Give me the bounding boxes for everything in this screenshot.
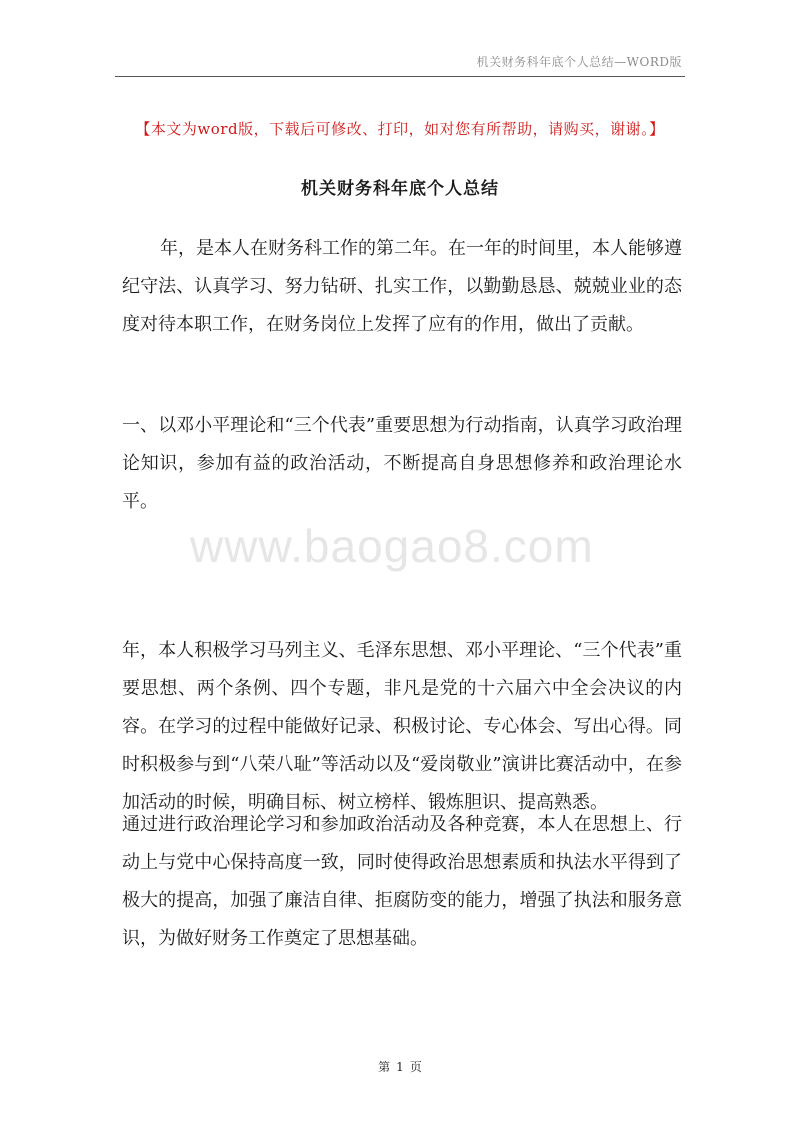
paragraph-results: 通过进行政治理论学习和参加政治活动及各种竞赛，本人在思想上、行动上与党中心保持高度一致，同时使得政治思想素质和执法水平得到了极大的提高，加强了廉洁自律、拒腐防变的能力，增强了执法和服务意识，为做好财务工作奠定了思想基础。: [122, 814, 682, 949]
watermark: www.baogao8.com: [190, 520, 594, 572]
paragraph-study: 年，本人积极学习马列主义、毛泽东思想、邓小平理论、“三个代表”重要思想、两个条例、四个专题，非凡是党的十六届六中全会决议的内容。在学习的过程中能做好记录、积极讨论、专心体会、写出心得。同时积极参与到“八荣八耻”等活动以及“爱岗敬业”演讲比赛活动中，在参加活动的时候，明确目标、树立榜样、锻炼胆识、提高熟悉。: [122, 640, 682, 813]
footer-prefix: 第: [378, 1060, 391, 1074]
header-divider: [115, 76, 685, 77]
document-title: 机关财务科年底个人总结: [301, 179, 499, 199]
page-number: 1: [396, 1060, 404, 1074]
page-footer: [0, 1058, 800, 1075]
paragraph-section-heading: 一、以邓小平理论和“三个代表”重要思想为行动指南，认真学习政治理论知识，参加有益的政治活动，不断提高自身思想修养和政治理论水平。: [122, 415, 682, 512]
download-notice: 【本文为word版，下载后可修改、打印，如对您有所帮助，请购买，谢谢。】: [135, 120, 665, 138]
footer-suffix: 页: [409, 1060, 422, 1074]
paragraph-intro: 年，是本人在财务科工作的第二年。在一年的时间里，本人能够遵纪守法、认真学习、努力钻研、扎实工作，以勤勤恳恳、兢兢业业的态度对待本职工作，在财务岗位上发挥了应有的作用，做出了贡献。: [122, 238, 682, 335]
running-header: 机关财务科年底个人总结—WORD版: [476, 55, 682, 69]
